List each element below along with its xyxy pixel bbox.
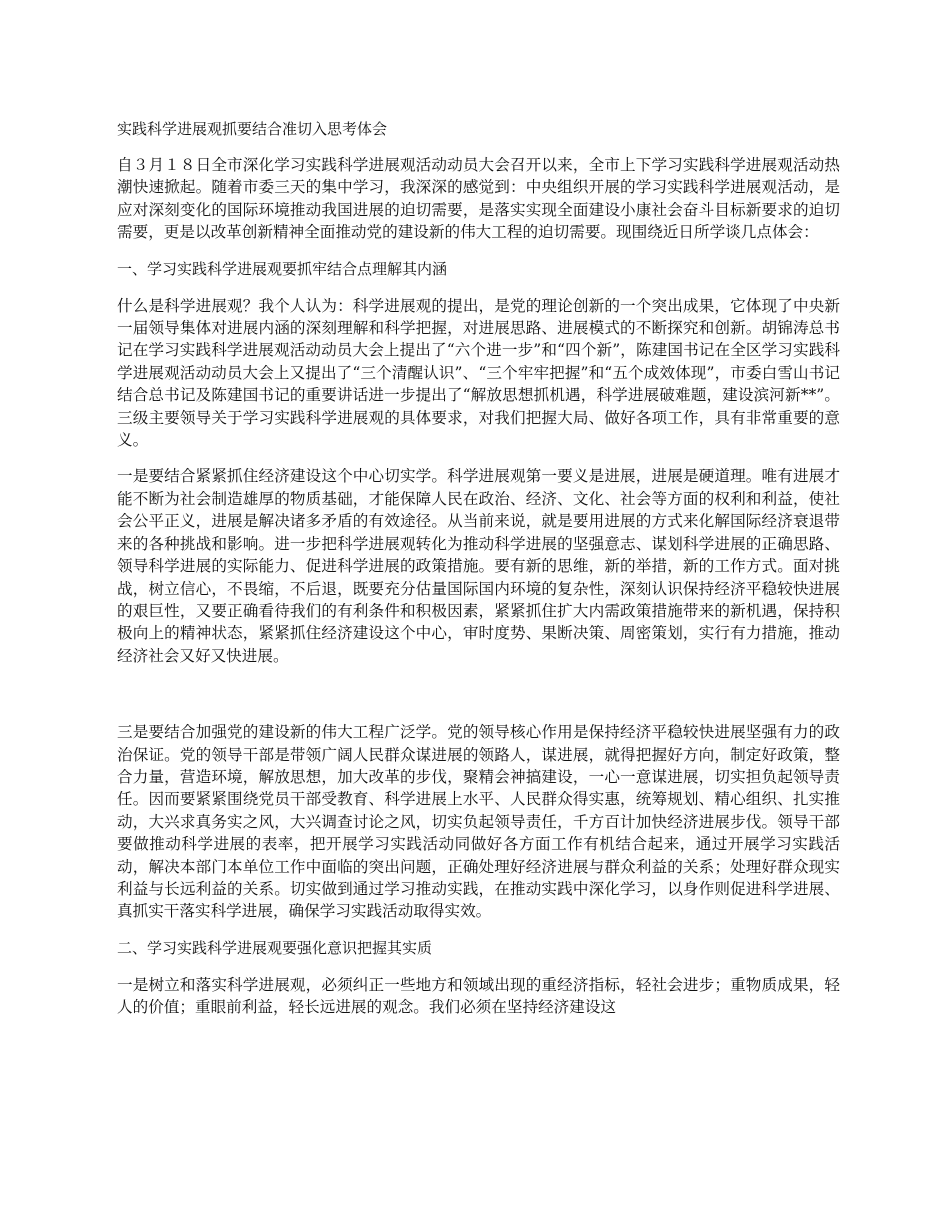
section-1-paragraph-1: 什么是科学进展观？我个人认为：科学进展观的提出，是党的理论创新的一个突出成果，它体现了中央新一届领导集体对进展内涵的深刻理解和科学把握，对进展思路、进展模式的不断探究和创新。胡锦涛总书记在学习实践科学进展观活动动员大会上提出了“六个进一步”和“四个新”，陈建国书记在全区学习实践科学进展观活动动员大会上又提出了“三个清醒认识”、“三个牢牢把握”和“五个成效体现”，市委白雪山书记结合总书记及陈建国书记的重要讲话进一步提出了“解放思想抓机遇，科学进展破难题，建设滨河新**”。三级主要领导关于学习实践科学进展观的具体要求，对我们把握大局、做好各项工作，具有非常重要的意义。 [117, 296, 840, 450]
section-2-paragraph-1: 一是树立和落实科学进展观，必须纠正一些地方和领域出现的重经济指标，轻社会进步；重物质成果，轻人的价值；重眼前利益，轻长远进展的观念。我们必须在坚持经济建设这 [117, 975, 840, 1017]
section-1-paragraph-3: 三是要结合加强党的建设新的伟大工程广泛学。党的领导核心作用是保持经济平稳较快进展坚强有力的政治保证。党的领导干部是带领广阔人民群众谋进展的领路人，谋进展，就得把握好方向，制定好政策，整合力量，营造环境，解放思想，加大改革的步伐，聚精会神搞建设，一心一意谋进展，切实担负起领导责任。因而要紧紧围绕党员干部受教育、科学进展上水平、人民群众得实惠，统筹规划、精心组织、扎实推动，大兴求真务实之风，大兴调查讨论之风，切实负起领导责任，千方百计加快经济进展步伐。领导干部要做推动科学进展的表率，把开展学习实践活动同做好各方面工作有机结合起来，通过开展学习实践活动，解决本部门本单位工作中面临的突出问题，正确处理好经济进展与群众利益的关系；处理好群众现实利益与长远利益的关系。切实做到通过学习推动实践，在推动实践中深化学习，以身作则促进科学进展、真抓实干落实科学进展，确保学习实践活动取得实效。 [117, 723, 840, 921]
section-1-heading: 一、学习实践科学进展观要抓牢结合点理解其内涵 [117, 259, 448, 278]
blank-gap [117, 681, 840, 721]
document-title: 实践科学进展观抓要结合准切入思考体会 [117, 120, 388, 138]
document-page [117, 118, 840, 1033]
intro-paragraph: 自３月１８日全市深化学习实践科学进展观活动动员大会召开以来，全市上下学习实践科学进展观活动热潮快速掀起。随着市委三天的集中学习，我深深的感觉到：中央组织开展的学习实践科学进展观活动，是应对深刻变化的国际环境推动我国进展的迫切需要，是落实实现全面建设小康社会奋斗目标新要求的迫切需要，更是以改革创新精神全面推动党的建设新的伟大工程的迫切需要。现围绕近日所学谈几点体会： [117, 156, 840, 242]
section-1-paragraph-2: 一是要结合紧紧抓住经济建设这个中心切实学。科学进展观第一要义是进展，进展是硬道理。唯有进展才能不断为社会制造雄厚的物质基础，才能保障人民在政治、经济、文化、社会等方面的权利和利益，使社会公平正义，进展是解决诸多矛盾的有效途径。从当前来说，就是要用进展的方式来化解国际经济衰退带来的各种挑战和影响。进一步把科学进展观转化为推动科学进展的坚强意志、谋划科学进展的正确思路、领导科学进展的实际能力、促进科学进展的政策措施。要有新的思维，新的举措，新的工作方式。面对挑战，树立信心，不畏缩，不后退，既要充分估量国际国内环境的复杂性，深刻认识保持经济平稳较快进展的艰巨性，又要正确看待我们的有利条件和积极因素，紧紧抓住扩大内需政策措施带来的新机遇，保持积极向上的精神状态，紧紧抓住经济建设这个中心，审时度势、果断决策、周密策划，实行有力措施，推动经济社会又好又快进展。 [117, 467, 840, 665]
section-2-heading: 二、学习实践科学进展观要强化意识把握其实质 [117, 938, 433, 957]
